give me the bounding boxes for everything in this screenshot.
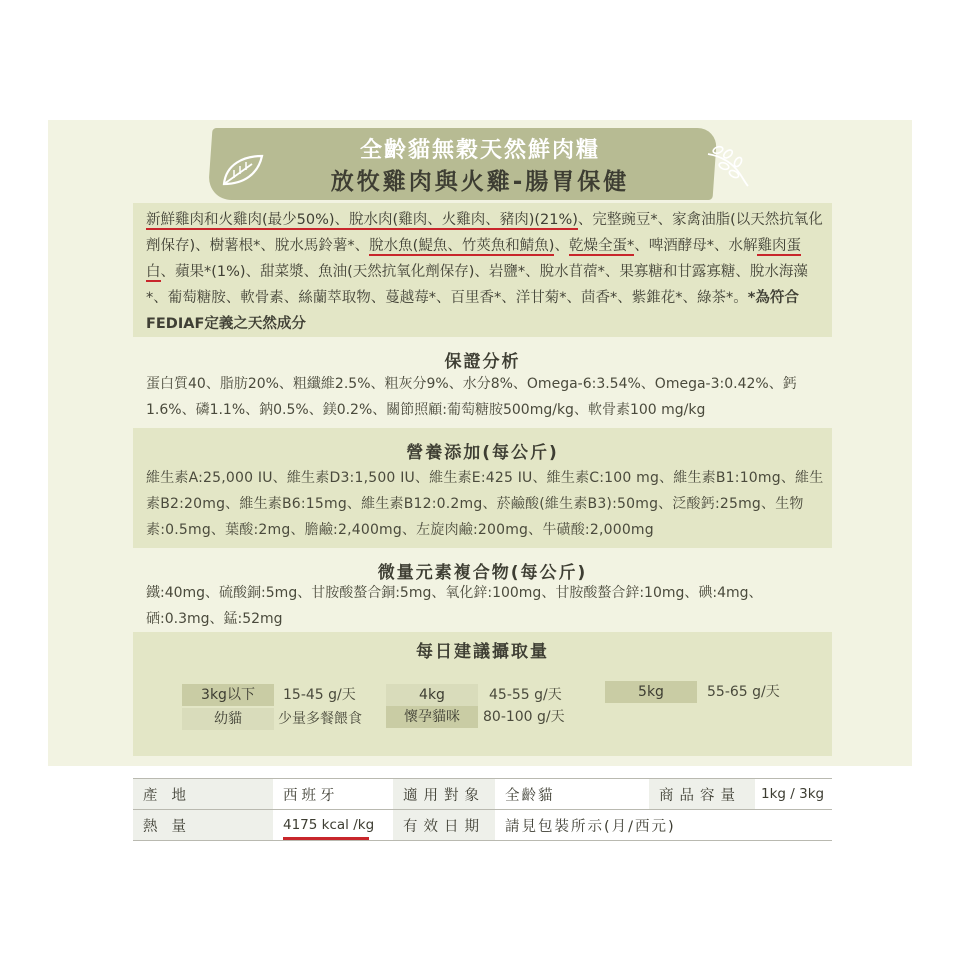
- ingredient-highlight: 雞肉蛋白: [146, 238, 801, 280]
- ingredient-segment: 、: [554, 238, 569, 254]
- ingredient-highlight: 乾燥全蛋*: [568, 238, 635, 254]
- ingredients-text: [146, 207, 826, 337]
- weight-tag: 4kg: [386, 684, 478, 706]
- capacity-label: 商品容量: [649, 779, 755, 810]
- expiry-value: 請見包裝所示(月/西元): [495, 810, 832, 841]
- intake-amount: 15-45 g/天: [283, 687, 356, 703]
- analysis-text: 蛋白質40、脂肪20%、粗纖維2.5%、粗灰分9%、水分8%、Omega-6:3.54%、Omega-3:0.42%、鈣1.6%、磷1.1%、鈉0.5%、鎂0.2%、關節照顧:葡萄糖胺500mg/kg、軟骨素100 mg/kg: [146, 376, 797, 418]
- origin-label: 產地: [133, 779, 273, 810]
- calorie-value: 4175 kcal /kg: [273, 810, 393, 841]
- expiry-label: 有效日期: [393, 810, 495, 841]
- ingredient-highlight: 新鮮雞肉和火雞肉(最少50%)、脫水肉(雞肉、火雞肉、豬肉)(21%): [146, 212, 578, 228]
- title-line-1: 全齡貓無穀天然鮮肉糧: [359, 138, 600, 163]
- trace-text: 鐵:40mg、硫酸銅:5mg、甘胺酸螯合銅:5mg、氧化鋅:100mg、甘胺酸螯合鋅:10mg、碘:4mg、硒:0.3mg、錳:52mg: [146, 585, 763, 627]
- calorie-label: 熱量: [133, 810, 273, 841]
- nutrition-title: 營養添加(每公斤): [406, 443, 559, 463]
- title-line-2: 放牧雞肉與火雞-腸胃保健: [330, 169, 630, 195]
- intake-amount: 45-55 g/天: [489, 687, 562, 703]
- origin-value: 西班牙: [273, 779, 393, 810]
- target-value: 全齡貓: [495, 779, 649, 810]
- ingredient-segment: 、啤酒酵母*、水解: [634, 238, 758, 254]
- ingredient-segment: 、完整豌豆*、家禽油脂(以天然抗氧化劑保存)、樹薯根*、脫水馬鈴薯*、: [146, 212, 823, 254]
- ingredient-highlight: 脫水魚(鯷魚、竹莢魚和鯖魚): [369, 238, 555, 254]
- calorie-underline: [283, 837, 369, 840]
- intake-amount: 55-65 g/天: [707, 684, 780, 700]
- weight-tag: 幼貓: [182, 708, 274, 730]
- natural-note: *為符合FEDIAF定義之天然成分: [146, 290, 799, 332]
- analysis-title: 保證分析: [444, 352, 521, 372]
- weight-tag: 5kg: [605, 681, 697, 703]
- table-row: [133, 810, 832, 841]
- capacity-value: 1kg / 3kg: [755, 779, 832, 810]
- intake-amount: 80-100 g/天: [483, 709, 565, 725]
- leaf-icon: [218, 150, 266, 194]
- table-row: [133, 779, 832, 810]
- daily-title: 每日建議攝取量: [416, 642, 549, 662]
- weight-tag: 懷孕貓咪: [386, 706, 478, 728]
- trace-title: 微量元素複合物(每公斤): [377, 563, 588, 583]
- product-info-table: [133, 778, 832, 841]
- branch-icon: [704, 142, 754, 192]
- ingredient-segment: 、蘋果*(1%)、甜菜漿、魚油(天然抗氧化劑保存)、岩鹽*、脫水苜蓿*、果寡糖和甘露寡糖、脫水海藻*、葡萄糖胺、軟骨素、絲蘭萃取物、蔓越莓*、百里香*、洋甘菊*、茴香*、紫錐花*、綠茶*。: [146, 264, 808, 306]
- nutrition-text: 維生素A:25,000 IU、維生素D3:1,500 IU、維生素E:425 IU、維生素C:100 mg、維生素B1:10mg、維生素B2:20mg、維生素B6:15mg、維生素B12:0.2mg、菸鹼酸(維生素B3):50mg、泛酸鈣:25mg、生物素:0.5mg、葉酸:2mg、膽鹼:2,400mg、左旋肉鹼:200mg、牛磺酸:2,000mg: [146, 470, 824, 538]
- weight-tag: 3kg以下: [182, 684, 274, 706]
- intake-amount: 少量多餐餵食: [278, 711, 362, 727]
- target-label: 適用對象: [393, 779, 495, 810]
